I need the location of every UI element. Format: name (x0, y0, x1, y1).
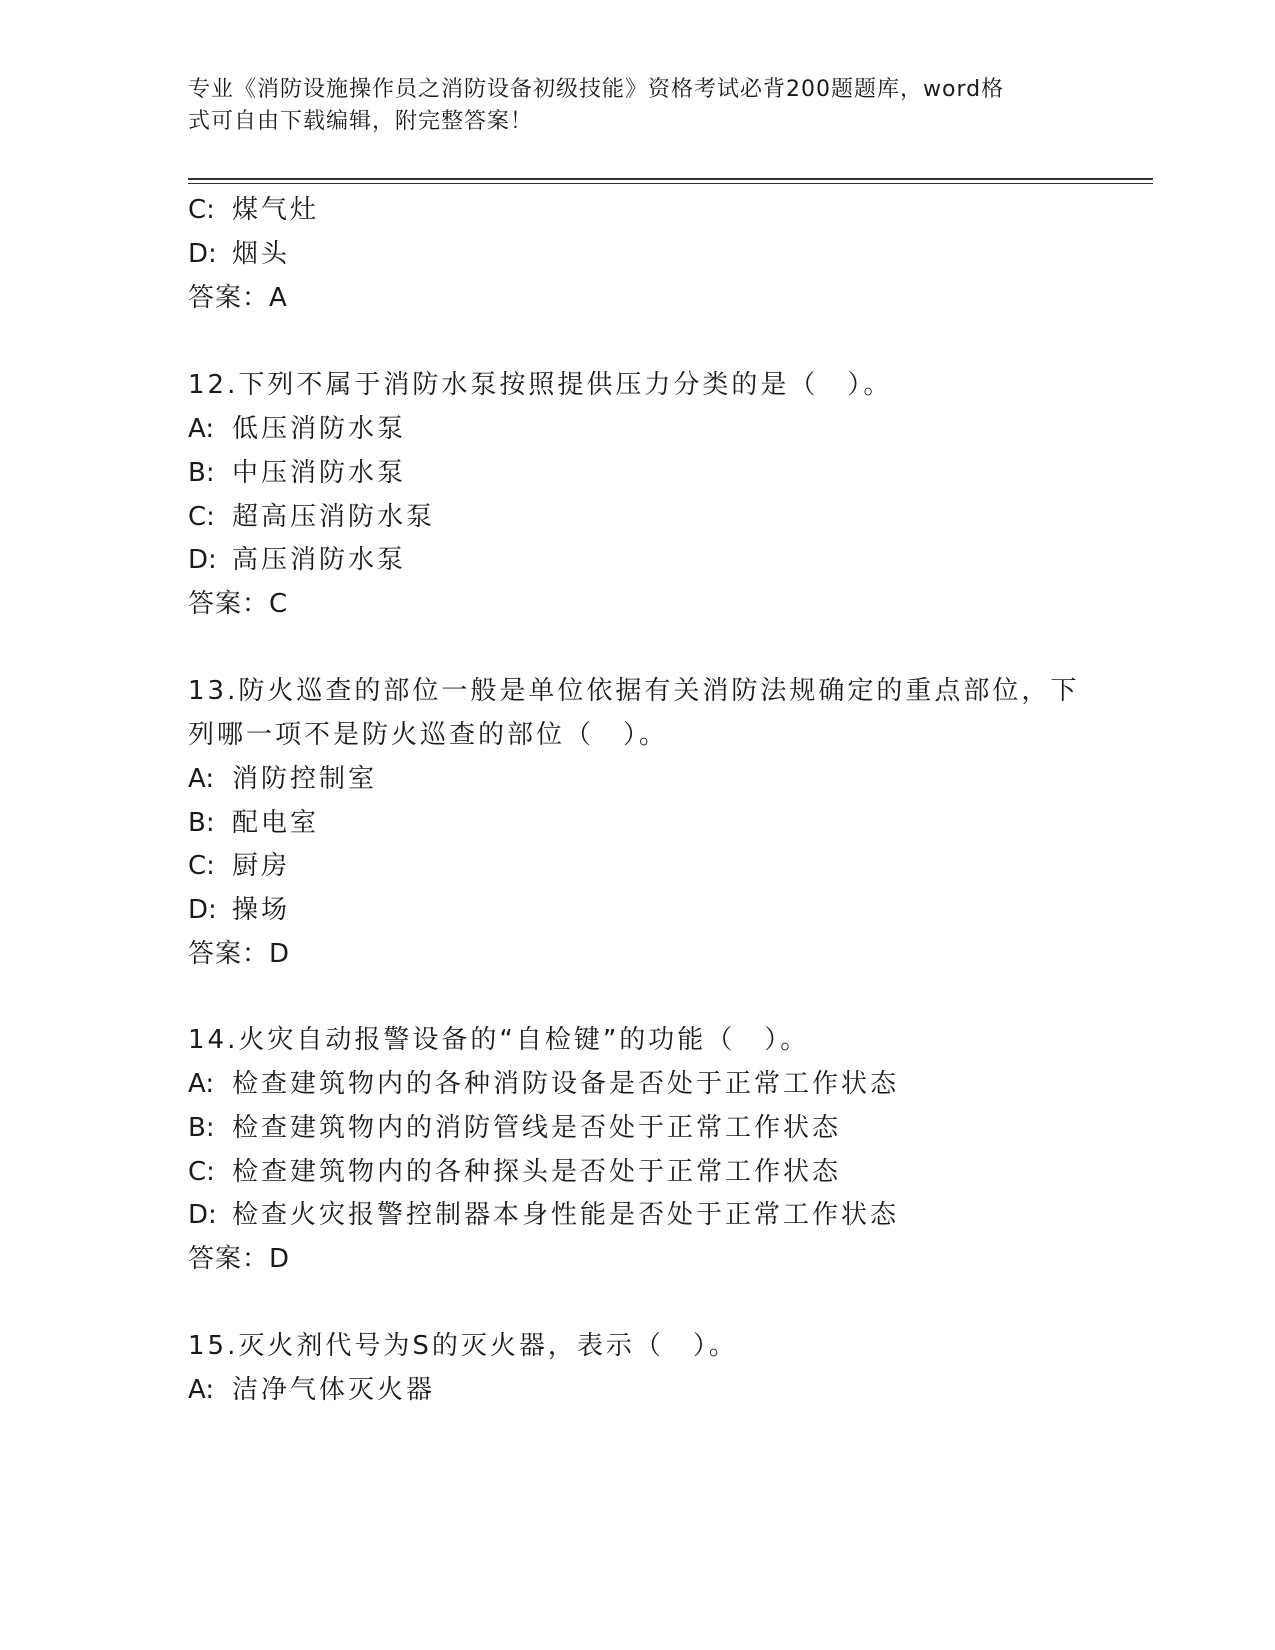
option-text: 配电室 (232, 808, 320, 838)
option-text: 烟头 (232, 239, 291, 269)
option-letter: C: (188, 851, 215, 881)
option-text: 检查建筑物内的各种探头是否处于正常工作状态 (232, 1157, 842, 1187)
option-letter: C: (188, 1157, 215, 1187)
option-text: 检查建筑物内的消防管线是否处于正常工作状态 (232, 1113, 842, 1143)
option-text: 超高压消防水泵 (232, 502, 436, 532)
answer-line: 答案：D (188, 939, 291, 969)
option-text: 厨房 (232, 851, 291, 881)
header-line-2: 式可自由下载编辑，附完整答案！ (188, 109, 534, 134)
option-line (188, 1373, 435, 1407)
option-line (188, 1111, 841, 1145)
document-header (188, 74, 1068, 138)
question-stem: 13.防火巡查的部位一般是单位依据有关消防法规确定的重点部位，下 (188, 676, 1080, 706)
option-text: 洁净气体灭火器 (232, 1375, 436, 1405)
question-stem: 12.下列不属于消防水泵按照提供压力分类的是（ ）。 (188, 370, 893, 400)
option-line (188, 237, 290, 271)
option-line (188, 893, 290, 927)
option-line (188, 849, 290, 883)
answer-line: 答案：D (188, 1244, 291, 1274)
option-line (188, 193, 319, 227)
option-line (188, 1198, 899, 1232)
option-text: 中压消防水泵 (232, 458, 407, 488)
option-text: 检查火灾报警控制器本身性能是否处于正常工作状态 (232, 1200, 900, 1230)
option-letter: D: (188, 239, 217, 269)
option-line (188, 806, 319, 840)
header-line-1: 专业《消防设施操作员之消防设备初级技能》资格考试必背200题题库，word格 (188, 77, 1005, 102)
question-stem: 14.火灾自动报警设备的“自检键”的功能（ ）。 (188, 1025, 810, 1055)
option-text: 高压消防水泵 (232, 545, 407, 575)
option-text: 消防控制室 (232, 764, 378, 794)
answer-line: 答案：A (188, 283, 288, 313)
option-text: 煤气灶 (232, 195, 320, 225)
option-letter: D: (188, 1200, 217, 1230)
option-line (188, 1067, 899, 1101)
option-letter: A: (188, 1375, 215, 1405)
option-letter: B: (188, 808, 215, 838)
option-letter: C: (188, 502, 215, 532)
option-line (188, 456, 406, 490)
option-letter: C: (188, 195, 215, 225)
option-letter: D: (188, 895, 217, 925)
header-divider (188, 178, 1153, 180)
question-stem: 15.灭火剂代号为S的灭火器，表示（ ）。 (188, 1331, 738, 1361)
answer-line: 答案：C (188, 589, 289, 619)
option-text: 操场 (232, 895, 291, 925)
option-letter: A: (188, 764, 215, 794)
option-line (188, 762, 377, 796)
option-line (188, 412, 406, 446)
option-letter: B: (188, 458, 215, 488)
option-text: 检查建筑物内的各种消防设备是否处于正常工作状态 (232, 1069, 900, 1099)
option-letter: B: (188, 1113, 215, 1143)
option-text: 低压消防水泵 (232, 414, 407, 444)
option-letter: D: (188, 545, 217, 575)
option-line (188, 1155, 841, 1189)
option-letter: A: (188, 414, 215, 444)
option-line (188, 543, 406, 577)
option-letter: A: (188, 1069, 215, 1099)
question-stem: 列哪一项不是防火巡查的部位（ ）。 (188, 720, 669, 750)
option-line (188, 500, 435, 534)
header-divider-thin (188, 183, 1153, 184)
